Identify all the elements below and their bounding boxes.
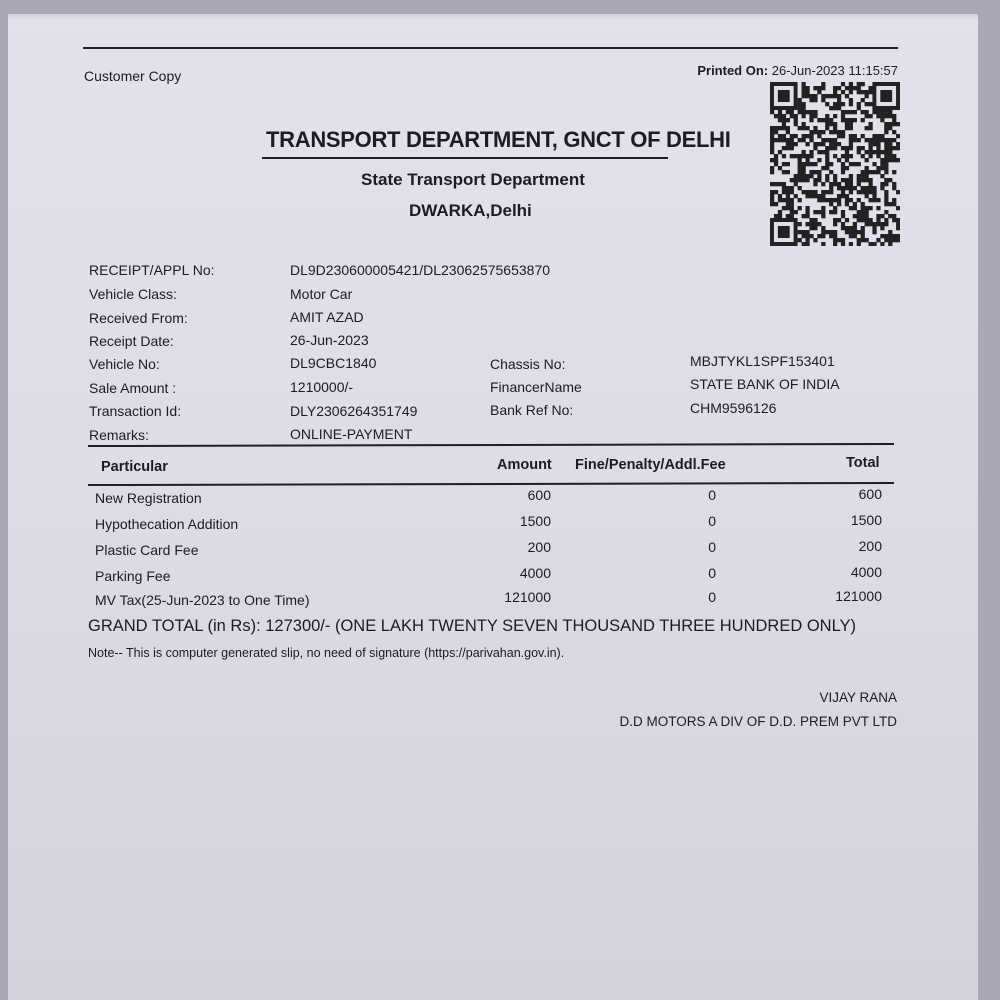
signatory-name: VIJAY RANA [819, 690, 897, 705]
receipt-date-label: Receipt Date: [89, 333, 174, 349]
col-header-fine: Fine/Penalty/Addl.Fee [575, 457, 726, 473]
remarks-value: ONLINE-PAYMENT [290, 426, 413, 442]
cell-amount: 121000 [504, 589, 551, 605]
col-header-total: Total [846, 455, 880, 471]
cell-particular: Plastic Card Fee [95, 542, 199, 558]
cell-fine: 0 [708, 539, 716, 555]
transaction-id-value: DLY2306264351749 [290, 403, 418, 419]
bank-ref-value: CHM9596126 [690, 400, 777, 416]
remarks-label: Remarks: [89, 427, 149, 443]
signatory-company: D.D MOTORS A DIV OF D.D. PREM PVT LTD [619, 714, 897, 729]
cell-amount: 600 [527, 487, 551, 503]
cell-fine: 0 [708, 589, 716, 605]
qr-code [770, 82, 900, 246]
sale-amount-value: 1210000/- [290, 379, 354, 395]
vehicle-no-value: DL9CBC1840 [290, 355, 377, 371]
vehicle-class-value: Motor Car [290, 286, 353, 302]
cell-amount: 1500 [519, 513, 551, 529]
received-from-label: Received From: [89, 310, 188, 326]
cell-particular: MV Tax(25-Jun-2023 to One Time) [95, 592, 310, 608]
cell-particular: Parking Fee [95, 568, 171, 584]
receipt-date-value: 26-Jun-2023 [290, 332, 369, 348]
department-location: DWARKA,Delhi [409, 201, 532, 220]
note: Note-- This is computer generated slip, no need of signature (https://parivahan.gov.in). [88, 646, 565, 660]
financer-name-label: FinancerName [490, 379, 582, 395]
receipt-no-label: RECEIPT/APPL No: [89, 262, 215, 278]
printed-on [697, 63, 898, 78]
vehicle-no-label: Vehicle No: [89, 356, 160, 372]
customer-copy-label: Customer Copy [84, 68, 182, 84]
transaction-id-label: Transaction Id: [89, 403, 182, 419]
chassis-no-value: MBJTYKL1SPF153401 [690, 353, 835, 369]
cell-particular: New Registration [95, 490, 202, 506]
sale-amount-label: Sale Amount : [89, 380, 177, 396]
cell-fine: 0 [708, 513, 716, 529]
cell-fine: 0 [708, 565, 716, 581]
col-header-amount: Amount [497, 457, 552, 473]
printed-on-label: Printed On: [697, 63, 769, 78]
grand-total: GRAND TOTAL (in Rs): 127300/- (ONE LAKH TWENTY SEVEN THOUSAND THREE HUNDRED ONLY) [88, 617, 857, 635]
cell-fine: 0 [708, 487, 716, 503]
vehicle-class-label: Vehicle Class: [89, 286, 177, 302]
cell-amount: 4000 [519, 565, 551, 581]
cell-total: 121000 [835, 588, 882, 604]
paper-shadow [8, 14, 978, 20]
received-from-value: AMIT AZAD [290, 309, 364, 325]
cell-amount: 200 [527, 539, 551, 555]
cell-total: 200 [858, 538, 882, 554]
cell-particular: Hypothecation Addition [95, 516, 239, 532]
receipt-no-value: DL9D230600005421/DL23062575653870 [290, 262, 551, 278]
cell-total: 600 [858, 486, 882, 502]
bank-ref-label: Bank Ref No: [490, 402, 574, 418]
department-title: TRANSPORT DEPARTMENT, GNCT OF DELHI [266, 127, 731, 152]
top-rule [83, 47, 898, 49]
col-header-particular: Particular [101, 459, 168, 475]
chassis-no-label: Chassis No: [490, 356, 566, 372]
department-subtitle: State Transport Department [361, 170, 585, 189]
cell-total: 4000 [850, 564, 882, 580]
printed-on-value: 26-Jun-2023 11:15:57 [771, 63, 898, 78]
financer-name-value: STATE BANK OF INDIA [690, 376, 840, 392]
title-underline [262, 157, 668, 159]
cell-total: 1500 [850, 512, 882, 528]
